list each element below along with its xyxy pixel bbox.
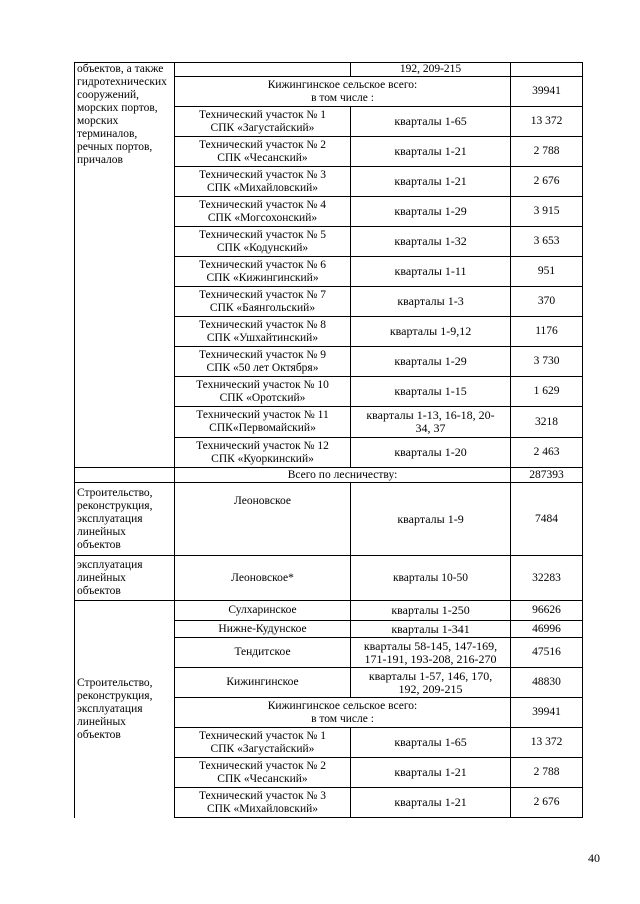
forestry-cell: Технический участок № 3 СПК «Михайловский» xyxy=(175,167,351,197)
area-cell: 32283 xyxy=(511,556,583,601)
area-cell: 370 xyxy=(511,287,583,317)
forestry-cell: Технический участок № 7 СПК «Баянгольский» xyxy=(175,287,351,317)
quarters-cell: кварталы 1-20 xyxy=(351,438,511,468)
quarters-cell: кварталы 1-3 xyxy=(351,287,511,317)
table-row xyxy=(75,468,583,483)
area-cell: 46996 xyxy=(511,621,583,638)
area-cell: 2 463 xyxy=(511,438,583,468)
area-cell: 96626 xyxy=(511,601,583,621)
forestry-cell: Технический участок № 11 СПК«Первомайский» xyxy=(175,407,351,438)
forestry-cell: Технический участок № 6 СПК «Кижингинский» xyxy=(175,257,351,287)
area-cell: 3218 xyxy=(511,407,583,438)
quarters-cell: кварталы 1-21 xyxy=(351,137,511,167)
table-row xyxy=(75,63,583,77)
area-cell: 2 788 xyxy=(511,758,583,788)
quarters-cell: кварталы 1-57, 146, 170, 192, 209-215 xyxy=(351,668,511,698)
area-cell: 2 788 xyxy=(511,137,583,167)
subtotal-label: Кижингинское сельское всего: в том числе : xyxy=(175,77,511,107)
area-cell: 3 915 xyxy=(511,197,583,227)
quarters-cell: кварталы 1-9,12 xyxy=(351,317,511,347)
area-cell: 951 xyxy=(511,257,583,287)
table-row xyxy=(75,556,583,601)
forestry-cell: Технический участок № 2 СПК «Чесанский» xyxy=(175,137,351,167)
quarters-cell: кварталы 10-50 xyxy=(351,556,511,601)
forestry-cell: Технический участок № 4 СПК «Могсохонский» xyxy=(175,197,351,227)
forestry-cell xyxy=(175,63,351,77)
quarters-cell: 192, 209-215 xyxy=(351,63,511,77)
use-type-cell: объектов, а также гидротехнических сооружений, морских портов, морских терминалов, речных портов, причалов xyxy=(75,63,175,468)
quarters-cell: кварталы 1-29 xyxy=(351,347,511,377)
area-cell: 39941 xyxy=(511,698,583,728)
forestry-cell: Сулхаринское xyxy=(175,601,351,621)
area-cell: 39941 xyxy=(511,77,583,107)
area-cell: 3 653 xyxy=(511,227,583,257)
forestry-cell: Технический участок № 1 СПК «Загустайский» xyxy=(175,728,351,758)
quarters-cell: кварталы 1-29 xyxy=(351,197,511,227)
forestry-cell: Технический участок № 8 СПК «Ушхайтинский» xyxy=(175,317,351,347)
forestry-cell: Кижингинское xyxy=(175,668,351,698)
forestry-cell: Технический участок № 12 СПК «Куоркинский» xyxy=(175,438,351,468)
quarters-cell: кварталы 1-65 xyxy=(351,728,511,758)
quarters-cell: кварталы 1-341 xyxy=(351,621,511,638)
quarters-cell: кварталы 1-250 xyxy=(351,601,511,621)
area-cell: 287393 xyxy=(511,468,583,483)
forestry-cell: Леоновское xyxy=(175,483,351,556)
area-cell xyxy=(511,63,583,77)
subtotal-label: Кижингинское сельское всего: в том числе : xyxy=(175,698,511,728)
total-label: Всего по лесничеству: xyxy=(175,468,511,483)
area-cell: 13 372 xyxy=(511,107,583,137)
area-cell: 47516 xyxy=(511,638,583,668)
forestry-cell: Технический участок № 10 СПК «Оротский» xyxy=(175,377,351,407)
area-cell: 2 676 xyxy=(511,788,583,818)
land-use-table xyxy=(74,62,583,818)
quarters-cell: кварталы 1-15 xyxy=(351,377,511,407)
area-cell: 1176 xyxy=(511,317,583,347)
use-type-cell: эксплуатация линейных объектов xyxy=(75,556,175,601)
forestry-cell: Леоновское* xyxy=(175,556,351,601)
area-cell: 7484 xyxy=(511,483,583,556)
quarters-cell: кварталы 1-21 xyxy=(351,167,511,197)
quarters-cell: кварталы 1-65 xyxy=(351,107,511,137)
area-cell: 1 629 xyxy=(511,377,583,407)
area-cell: 3 730 xyxy=(511,347,583,377)
forestry-cell: Нижне-Кудунское xyxy=(175,621,351,638)
table-row xyxy=(75,601,583,621)
forestry-cell: Технический участок № 5 СПК «Кодунский» xyxy=(175,227,351,257)
forestry-cell: Технический участок № 9 СПК «50 лет Октября» xyxy=(175,347,351,377)
use-type-cell: Строительство, реконструкция, эксплуатация линейных объектов xyxy=(75,483,175,556)
quarters-cell: кварталы 58-145, 147-169, 171-191, 193-208, 216-270 xyxy=(351,638,511,668)
page-number: 40 xyxy=(588,851,600,865)
quarters-cell: кварталы 1-11 xyxy=(351,257,511,287)
area-cell: 13 372 xyxy=(511,728,583,758)
quarters-cell: кварталы 1-32 xyxy=(351,227,511,257)
table-row xyxy=(75,483,583,556)
use-type-cell: Строительство, реконструкция, эксплуатация линейных объектов xyxy=(75,601,175,818)
forestry-cell: Технический участок № 1 СПК «Загустайский» xyxy=(175,107,351,137)
quarters-cell: кварталы 1-21 xyxy=(351,758,511,788)
use-type-cell xyxy=(75,468,175,483)
quarters-cell: кварталы 1-9 xyxy=(351,483,511,556)
area-cell: 2 676 xyxy=(511,167,583,197)
forestry-cell: Технический участок № 2 СПК «Чесанский» xyxy=(175,758,351,788)
forestry-cell: Тендитское xyxy=(175,638,351,668)
forestry-cell: Технический участок № 3 СПК «Михайловский» xyxy=(175,788,351,818)
area-cell: 48830 xyxy=(511,668,583,698)
quarters-cell: кварталы 1-13, 16-18, 20- 34, 37 xyxy=(351,407,511,438)
quarters-cell: кварталы 1-21 xyxy=(351,788,511,818)
